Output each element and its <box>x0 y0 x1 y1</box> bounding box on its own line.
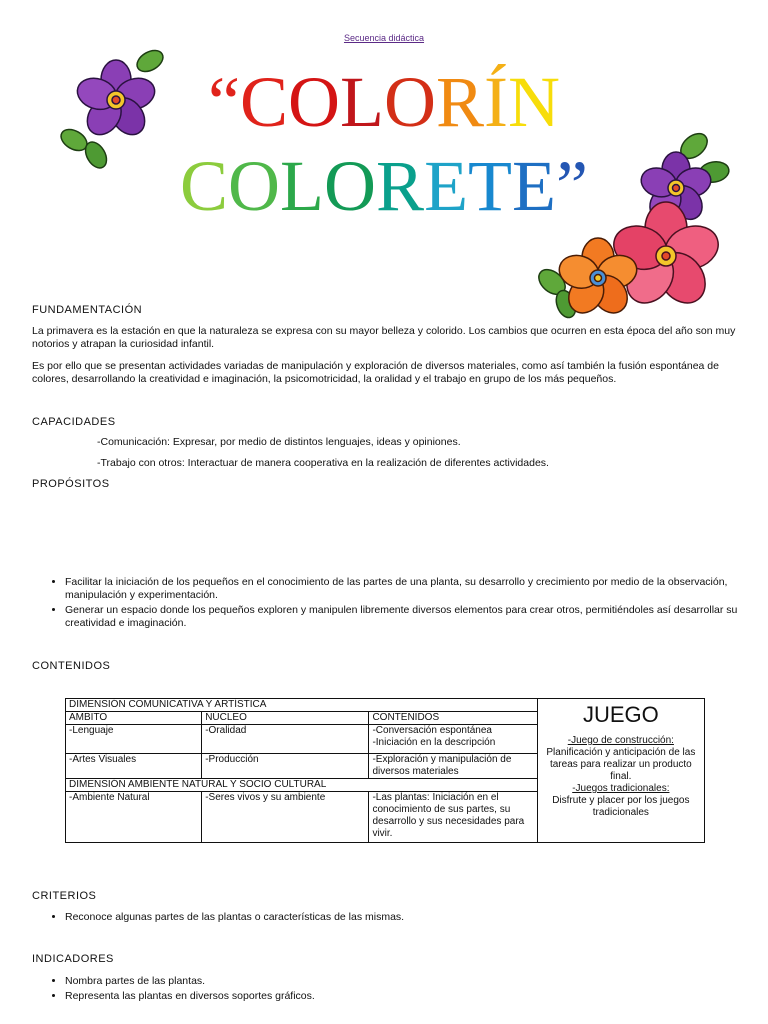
table-cell: -Oralidad <box>202 725 369 754</box>
title-letter: R <box>376 146 425 226</box>
title-letter: O <box>383 62 436 142</box>
table-cell <box>369 725 537 754</box>
juego-title: JUEGO <box>582 702 659 727</box>
section-heading-capacidades: CAPACIDADES <box>32 416 116 428</box>
section-heading-criterios: CRITERIOS <box>32 890 97 902</box>
fundamentacion-paragraph-2: Es por ello que se presentan actividades variadas de manipulación y exploración de diversos materiales, como así también la fusión espontánea de colores, desarrollando la creatividad e imaginación, la psicomotricidad, la oralidad y el trabajo en grupo de los más pequeños. <box>32 360 719 385</box>
table-dimension-header: DIMENSIÓN AMBIENTE NATURAL Y SOCIO CULTURAL <box>66 779 538 792</box>
table-cell-line: -Conversación espontánea <box>372 725 492 736</box>
list-item: • Generar un espacio donde los pequeños exploren y manipulen libremente diversos elementos para crear otros, permitiéndoles así desarrollar su creatividad e imaginación. <box>65 604 745 630</box>
table-column-header: CONTENIDOS <box>369 712 537 725</box>
capacidad-trabajo-con-otros: -Trabajo con otros: Interactuar de manera cooperativa en la realización de diferentes actividades. <box>97 457 549 469</box>
list-item: • Facilitar la iniciación de los pequeños en el conocimiento de las partes de una planta, su desarrollo y crecimiento por medio de la observación, manipulación y experimentación. <box>65 576 745 602</box>
title-letter: R <box>435 62 484 142</box>
title-letter: E <box>512 146 557 226</box>
juego-text: Planificación y anticipación de las tareas para realizar un producto final. <box>546 747 696 782</box>
list-item: • Representa las plantas en diversos soportes gráficos. <box>65 990 745 1003</box>
title-letter: “C <box>208 62 288 142</box>
table-cell: -Producción <box>202 754 369 779</box>
juego-subtitle: -Juegos tradicionales: <box>572 783 670 794</box>
title-letter: N <box>507 62 560 142</box>
section-heading-fundamentacion: FUNDAMENTACIÓN <box>32 304 143 316</box>
fundamentacion-paragraph-1: La primavera es la estación en que la naturaleza se expresa con su mayor belleza y colorido. Los cambios que ocurren en esta época del año son muy notorios y atrapan la curiosidad infantil. <box>32 325 736 350</box>
list-item: • Reconoce algunas partes de las plantas o características de las mismas. <box>65 911 745 924</box>
propositos-list <box>48 576 745 632</box>
table-dimension-header: DIMENSIÓN COMUNICATIVA Y ARTÍSTICA <box>66 699 538 712</box>
table-cell: -Artes Visuales <box>66 754 202 779</box>
title-letter: T <box>468 146 513 226</box>
title-letter: Í <box>484 62 508 142</box>
capacidad-comunicacion: -Comunicación: Expresar, por medio de distintos lenguajes, ideas y opiniones. <box>97 436 461 448</box>
indicadores-list <box>48 975 745 1005</box>
flower-decoration-right <box>536 128 732 318</box>
juego-cell <box>537 699 704 843</box>
juego-subtitle: -Juego de construcción: <box>567 735 674 746</box>
title-letter: C <box>180 146 229 226</box>
table-cell-line: -Iniciación en la descripción <box>372 737 496 748</box>
title-letter: L <box>280 146 325 226</box>
section-heading-indicadores: INDICADORES <box>32 953 114 965</box>
title-letter: L <box>339 62 384 142</box>
title-letter: O <box>324 146 377 226</box>
table-cell: -Seres vivos y su ambiente <box>202 792 369 843</box>
title-letter: ” <box>556 146 588 226</box>
list-item: • Nombra partes de las plantas. <box>65 975 745 988</box>
criterios-list <box>48 911 745 926</box>
title-letter: O <box>287 62 340 142</box>
table-cell: -Exploración y manipulación de diversos materiales <box>369 754 537 779</box>
table-cell: -Lenguaje <box>66 725 202 754</box>
section-heading-propositos: PROPÓSITOS <box>32 478 110 490</box>
juego-text: Disfrute y placer por los juegos tradicionales <box>552 795 690 818</box>
document-title-link[interactable]: Secuencia didáctica <box>343 33 425 43</box>
section-heading-contenidos: CONTENIDOS <box>32 660 111 672</box>
table-cell: -Las plantas: Iniciación en el conocimiento de sus partes, su desarrollo y sus necesidades para vivir. <box>369 792 537 843</box>
table-column-header: NÚCLEO <box>202 712 369 725</box>
table-cell: -Ambiente Natural <box>66 792 202 843</box>
flower-decoration-left <box>58 48 170 173</box>
title-letter: E <box>424 146 469 226</box>
table-column-header: AMBITO <box>66 712 202 725</box>
title-letter: O <box>228 146 281 226</box>
contenidos-table <box>65 698 705 843</box>
